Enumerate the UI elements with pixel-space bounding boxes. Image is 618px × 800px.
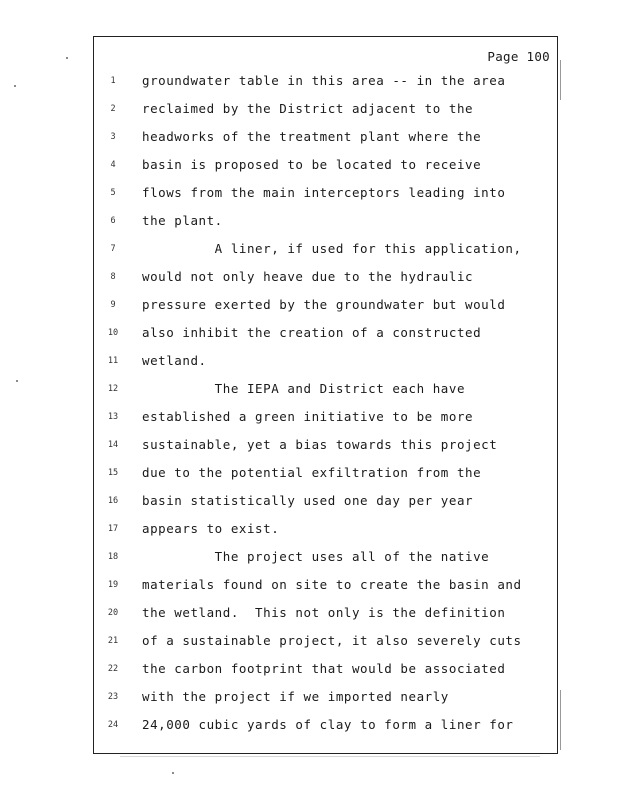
transcript-line <box>94 73 557 93</box>
transcript-line <box>94 353 557 373</box>
line-text: established a green initiative to be more <box>142 409 474 424</box>
line-text: basin statistically used one day per year <box>142 493 474 508</box>
scan-speck <box>172 772 174 774</box>
line-text: due to the potential exfiltration from the <box>142 465 482 480</box>
scan-speck <box>14 85 16 87</box>
line-number: 14 <box>107 440 119 450</box>
line-text: The IEPA and District each have <box>142 381 466 396</box>
transcript-frame <box>93 36 558 754</box>
transcript-line <box>94 129 557 149</box>
line-text: pressure exerted by the groundwater but would <box>142 297 506 312</box>
line-number: 24 <box>107 720 119 730</box>
transcript-line <box>94 409 557 429</box>
transcript-line <box>94 437 557 457</box>
transcript-line <box>94 521 557 541</box>
transcript-line <box>94 717 557 737</box>
transcript-line <box>94 661 557 681</box>
line-number: 19 <box>107 580 119 590</box>
transcript-line <box>94 381 557 401</box>
line-text: the carbon footprint that would be associated <box>142 661 506 676</box>
transcript-line <box>94 185 557 205</box>
line-number: 20 <box>107 608 119 618</box>
transcript-line <box>94 605 557 625</box>
line-number: 22 <box>107 664 119 674</box>
line-number: 17 <box>107 524 119 534</box>
line-text: would not only heave due to the hydraulic <box>142 269 474 284</box>
line-text: reclaimed by the District adjacent to the <box>142 101 474 116</box>
transcript-line <box>94 689 557 709</box>
line-text: of a sustainable project, it also severely cuts <box>142 633 522 648</box>
line-number: 4 <box>110 160 116 170</box>
line-text: the wetland. This not only is the definition <box>142 605 506 620</box>
transcript-line <box>94 633 557 653</box>
line-number: 3 <box>110 132 116 142</box>
line-number: 13 <box>107 412 119 422</box>
line-number: 1 <box>110 76 116 86</box>
line-number: 9 <box>110 300 116 310</box>
line-text: also inhibit the creation of a constructed <box>142 325 482 340</box>
transcript-line <box>94 465 557 485</box>
line-number: 2 <box>110 104 116 114</box>
transcript-line <box>94 325 557 345</box>
line-text: sustainable, yet a bias towards this project <box>142 437 498 452</box>
line-text: A liner, if used for this application, <box>142 241 522 256</box>
line-text: basin is proposed to be located to receive <box>142 157 482 172</box>
page-number: Page 100 <box>487 49 550 64</box>
transcript-line <box>94 213 557 233</box>
scan-edge-mark <box>560 60 561 100</box>
transcript-line <box>94 493 557 513</box>
line-number: 23 <box>107 692 119 702</box>
transcript-line <box>94 297 557 317</box>
line-number: 6 <box>110 216 116 226</box>
line-text: The project uses all of the native <box>142 549 490 564</box>
line-text: wetland. <box>142 353 207 368</box>
line-number: 5 <box>110 188 116 198</box>
line-text: with the project if we imported nearly <box>142 689 449 704</box>
line-number: 7 <box>110 244 116 254</box>
scan-speck <box>66 57 68 59</box>
transcript-line <box>94 549 557 569</box>
line-number: 8 <box>110 272 116 282</box>
line-text: groundwater table in this area -- in the area <box>142 73 506 88</box>
scan-speck <box>16 380 18 382</box>
line-text: the plant. <box>142 213 223 228</box>
transcript-line <box>94 577 557 597</box>
line-text: headworks of the treatment plant where the <box>142 129 482 144</box>
line-text: 24,000 cubic yards of clay to form a liner for <box>142 717 514 732</box>
line-number: 11 <box>107 356 119 366</box>
line-number: 18 <box>107 552 119 562</box>
transcript-line <box>94 269 557 289</box>
line-number: 15 <box>107 468 119 478</box>
transcript-line <box>94 241 557 261</box>
line-number: 12 <box>107 384 119 394</box>
transcript-line <box>94 101 557 121</box>
line-text: flows from the main interceptors leading into <box>142 185 506 200</box>
transcript-line <box>94 157 557 177</box>
line-number: 16 <box>107 496 119 506</box>
line-text: materials found on site to create the basin and <box>142 577 522 592</box>
line-number: 10 <box>107 328 119 338</box>
scan-edge-mark <box>120 756 540 757</box>
line-number: 21 <box>107 636 119 646</box>
line-text: appears to exist. <box>142 521 280 536</box>
scan-edge-mark <box>560 690 561 750</box>
